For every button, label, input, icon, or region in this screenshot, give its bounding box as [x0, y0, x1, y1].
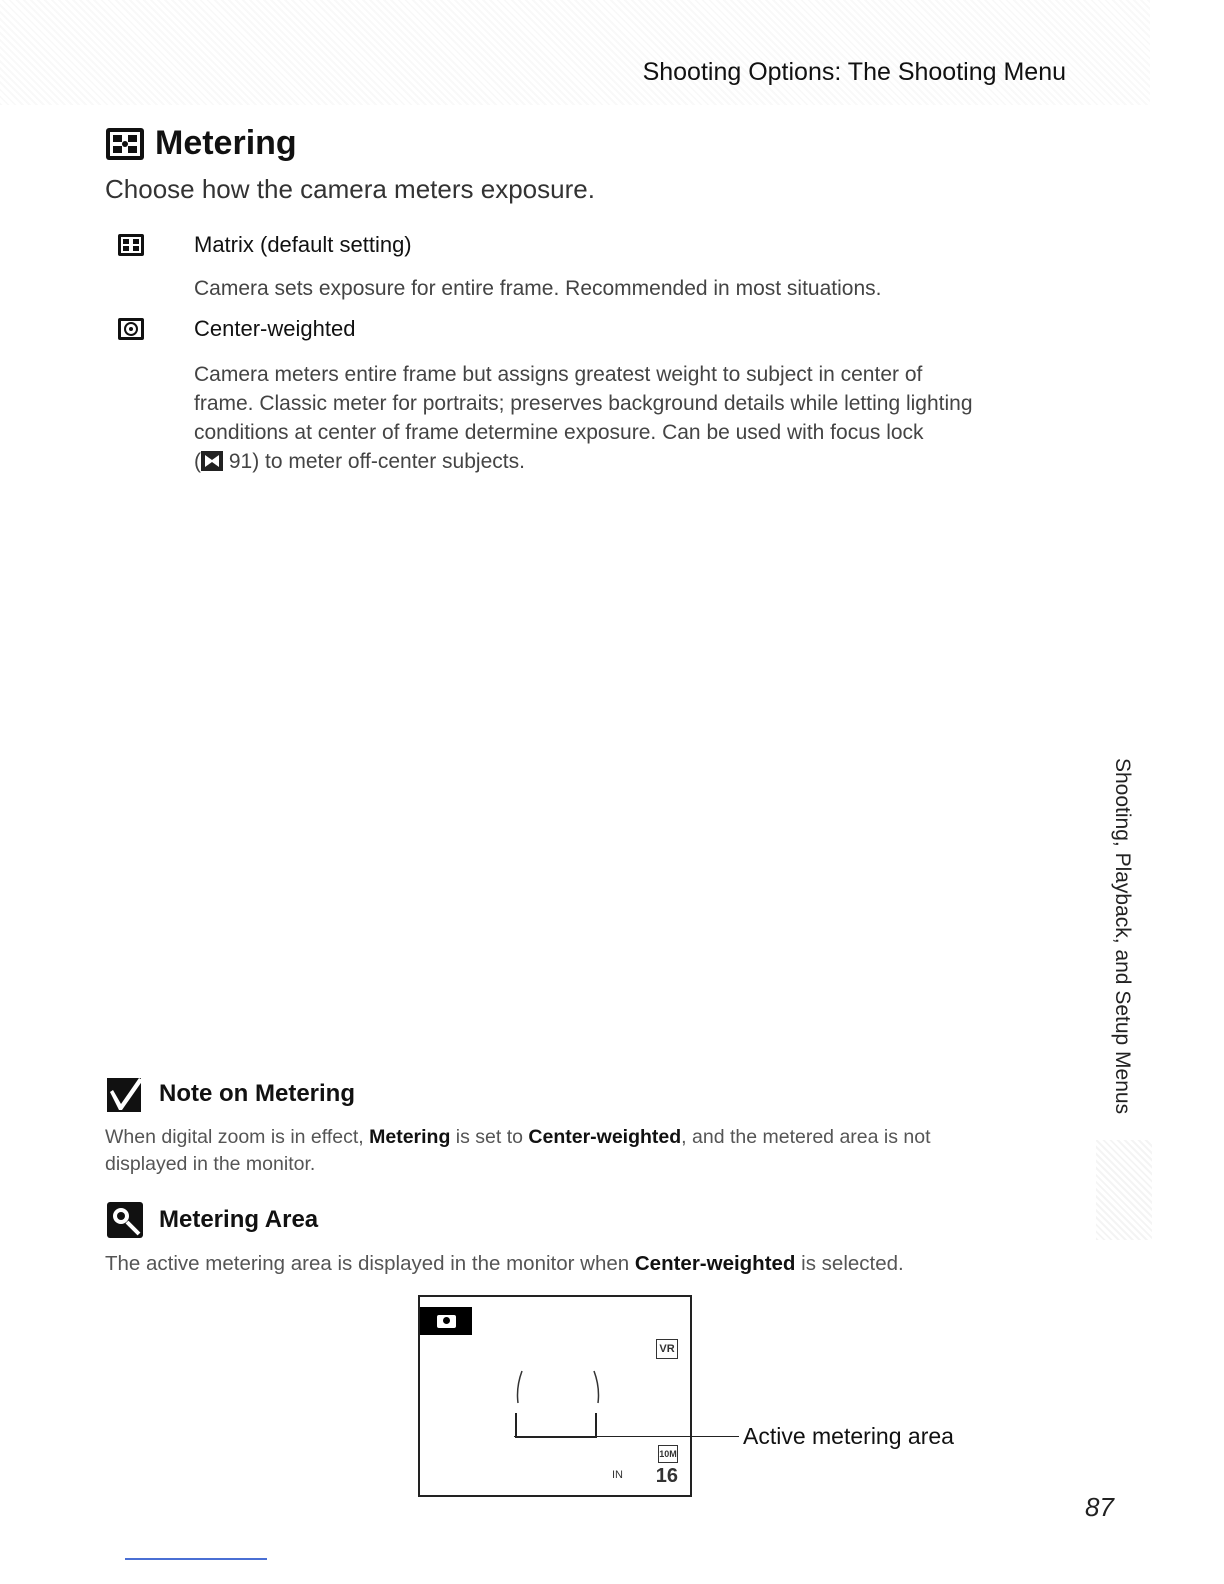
ref-page: 91 — [228, 450, 253, 473]
option-desc-center-weighted — [194, 360, 1074, 476]
metering-area-brackets — [510, 1367, 600, 1439]
desc-line: Camera meters entire frame but assigns greatest weight to subject in center of — [194, 363, 923, 386]
magnifier-tip-icon — [105, 1200, 145, 1240]
scan-texture — [1096, 1140, 1152, 1240]
note-body — [105, 1124, 1055, 1178]
metering-area-text: is selected. — [795, 1252, 904, 1275]
metering-area-body — [105, 1250, 1055, 1277]
side-tab: Shooting, Playback, and Setup Menus — [1111, 758, 1134, 1115]
section-intro: Choose how the camera meters exposure. — [105, 174, 595, 204]
section-title — [105, 124, 297, 163]
scan-texture — [0, 0, 1150, 105]
ref-close: ) to meter off-center subjects. — [252, 450, 525, 473]
page-reference-icon — [201, 451, 223, 471]
option-title-center-weighted: Center-weighted — [194, 316, 356, 341]
ref-open: ( — [194, 450, 201, 473]
note-text: is set to — [450, 1126, 529, 1148]
note-title: Note on Metering — [159, 1080, 355, 1107]
desc-line: conditions at center of frame determine exposure. Can be used with focus lock — [194, 421, 924, 444]
matrix-metering-icon — [105, 127, 145, 161]
center-weighted-icon — [117, 317, 145, 341]
camera-mode-icon — [420, 1307, 472, 1335]
caution-check-icon — [105, 1074, 145, 1114]
metering-area-heading — [105, 1200, 318, 1240]
callout-leader-line — [514, 1436, 739, 1437]
image-size-icon: 10M — [658, 1445, 678, 1463]
page-title: Metering — [155, 124, 297, 162]
metering-area-bold: Center-weighted — [634, 1252, 796, 1275]
metering-area-text: The active metering area is displayed in the monitor when — [105, 1252, 635, 1275]
desc-line — [194, 447, 1074, 476]
desc-line: frame. Classic meter for portraits; preserves background details while letting lighting — [194, 392, 973, 415]
note-text: When digital zoom is in effect, — [105, 1126, 370, 1148]
metering-area-title: Metering Area — [159, 1206, 319, 1233]
matrix-metering-icon — [117, 233, 145, 257]
page-number: 87 — [1085, 1492, 1114, 1522]
note-heading — [105, 1074, 355, 1114]
shots-remaining: 16 — [655, 1465, 678, 1487]
callout-label: Active metering area — [743, 1423, 954, 1449]
vr-icon: VR — [656, 1339, 678, 1359]
option-desc-matrix: Camera sets exposure for entire frame. Recommended in most situations. — [194, 277, 882, 300]
internal-memory-icon: IN — [612, 1469, 623, 1481]
note-text: displayed in the monitor. — [105, 1153, 316, 1175]
running-head: Shooting Options: The Shooting Menu — [642, 58, 1066, 86]
monitor-illustration — [418, 1295, 692, 1497]
option-title-matrix: Matrix (default setting) — [194, 232, 412, 257]
footer-rule — [125, 1558, 267, 1560]
note-bold: Center-weighted — [528, 1126, 682, 1148]
note-text: , and the metered area is not — [681, 1126, 931, 1148]
note-bold: Metering — [369, 1126, 451, 1148]
